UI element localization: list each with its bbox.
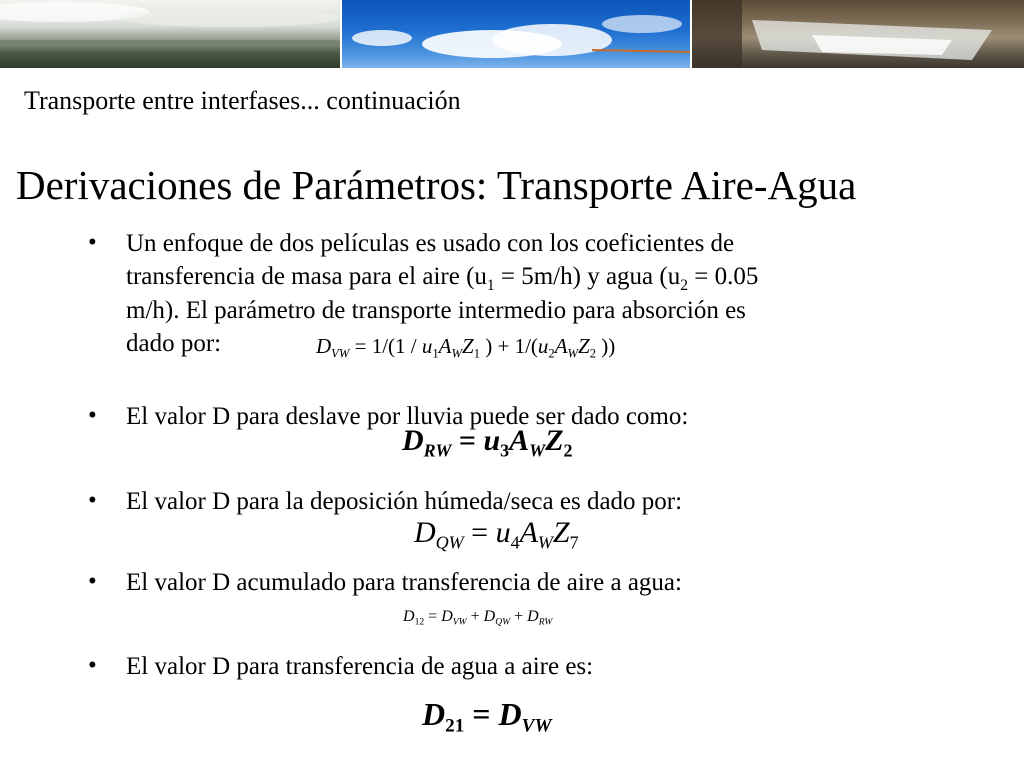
bullet-marker: • — [88, 652, 97, 679]
bullet-marker: • — [88, 402, 97, 429]
slide-subtitle: Transporte entre interfases... continuación — [24, 86, 461, 115]
equation-d-vw: $D_{VW} = 1/(1 / u_1A_WZ_1$ ) + $1/(u_2A_WZ_2$ )) — [316, 334, 616, 361]
sky-photo — [342, 0, 690, 68]
equation-d-qw: $D_{QW} = u_4A_WZ_7$ — [414, 516, 579, 553]
bullet-3-text: El valor D para la deposición húmeda/seca es dado por: — [126, 488, 683, 515]
bullet-1-line-1: Un enfoque de dos películas es usado con los coeficientes de — [126, 230, 735, 257]
bullet-1-line-2: transferencia de masa para el aire $(u_1 = 5m/h)$ y agua ($u_2 = 0.05$ — [126, 263, 759, 294]
header-banner — [0, 0, 1024, 68]
landscape-photo — [0, 0, 340, 68]
equation-d-21: $D_{21} = D_{VW}$ — [422, 696, 552, 737]
waterfall-photo — [692, 0, 1024, 68]
landscape-photo-art — [0, 0, 340, 68]
bullet-4-text: El valor D acumulado para transferencia de aire a agua: — [126, 569, 682, 596]
bullet-marker: • — [88, 487, 97, 514]
bullet-marker: • — [88, 568, 97, 595]
sky-photo-art — [342, 0, 690, 68]
bullet-marker: • — [88, 229, 97, 256]
equation-d-rw: $D_{RW} = u_3A_WZ_2$ — [402, 424, 573, 461]
bullet-5-text: El valor D para transferencia de agua a aire es: — [126, 653, 594, 680]
waterfall-photo-art — [692, 0, 1024, 68]
slide-title: Derivaciones de Parámetros: Transporte Aire-Agua — [16, 162, 857, 208]
bullet-2-text: El valor D para deslave por lluvia puede ser dado como: — [126, 403, 689, 430]
bullet-1-line-3: m/h). El parámetro de transporte intermedio para absorción es — [126, 297, 746, 324]
equation-d-12: $D_{12} = D_{VW} + D_{QW} + D_{RW}$ — [403, 608, 553, 628]
bullet-1-line-4: dado por: — [126, 330, 222, 357]
